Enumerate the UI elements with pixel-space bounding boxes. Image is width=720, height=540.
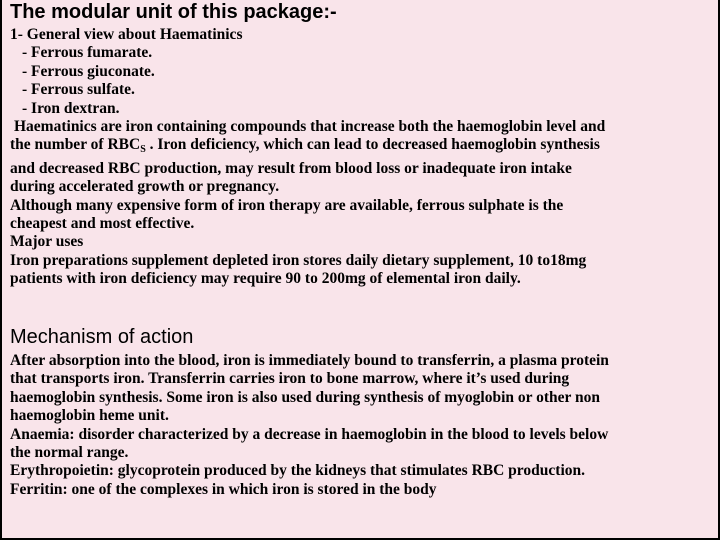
subheading-major-uses: Major uses — [10, 233, 84, 251]
paragraph-line — [2, 136, 714, 159]
paragraph-line: patients with iron deficiency may require 90 to 200mg of elemental iron daily. — [10, 270, 521, 288]
text-run: the number of RBC — [10, 136, 141, 154]
paragraph-line: Erythropoietin: glycoprotein produced by the kidneys that stimulates RBC production. — [10, 462, 585, 480]
paragraph-line: and decreased RBC production, may result from blood loss or inadequate iron intake — [10, 159, 572, 177]
section-heading-mechanism: Mechanism of action — [10, 326, 194, 348]
paragraph-line: that transports iron. Transferrin carries iron to bone marrow, where it’s used during — [10, 370, 570, 388]
paragraph-line: haemoglobin synthesis. Some iron is also used during synthesis of myoglobin or other non — [10, 388, 600, 406]
paragraph-line: Although many expensive form of iron therapy are available, ferrous sulphate is the — [10, 196, 564, 214]
mechanism-section — [2, 352, 714, 499]
slide — [2, 0, 718, 538]
paragraph-line: Iron preparations supplement depleted iron stores daily dietary supplement, 10 to18mg — [10, 251, 587, 269]
paragraph-line: Anaemia: disorder characterized by a decrease in haemoglobin in the blood to levels below — [10, 425, 609, 443]
list-item: - Ferrous sulfate. — [22, 81, 135, 99]
list-item: - Ferrous fumarate. — [22, 44, 153, 62]
list-item: - Ferrous giuconate. — [22, 62, 155, 80]
paragraph-line: haemoglobin heme unit. — [10, 407, 169, 425]
overview-section — [2, 26, 714, 289]
list-item: - Iron dextran. — [22, 99, 120, 117]
paragraph-line: the normal range. — [10, 444, 129, 462]
paragraph-line: After absorption into the blood, iron is immediately bound to transferrin, a plasma protein — [10, 352, 609, 369]
subscript-text: S — [140, 144, 146, 156]
paragraph-line: during accelerated growth or pregnancy. — [10, 178, 280, 196]
paragraph-line: Ferritin: one of the complexes in which iron is stored in the body — [10, 480, 437, 498]
text-run: . Iron deficiency, which can lead to decreased haemoglobin synthesis — [145, 136, 600, 154]
paragraph-line: Haematinics are iron containing compounds that increase both the haemoglobin level and — [14, 118, 606, 136]
page-title: The modular unit of this package:- — [10, 1, 337, 23]
section-intro: 1- General view about Haematinics — [10, 26, 243, 43]
paragraph-line: cheapest and most effective. — [10, 215, 195, 233]
